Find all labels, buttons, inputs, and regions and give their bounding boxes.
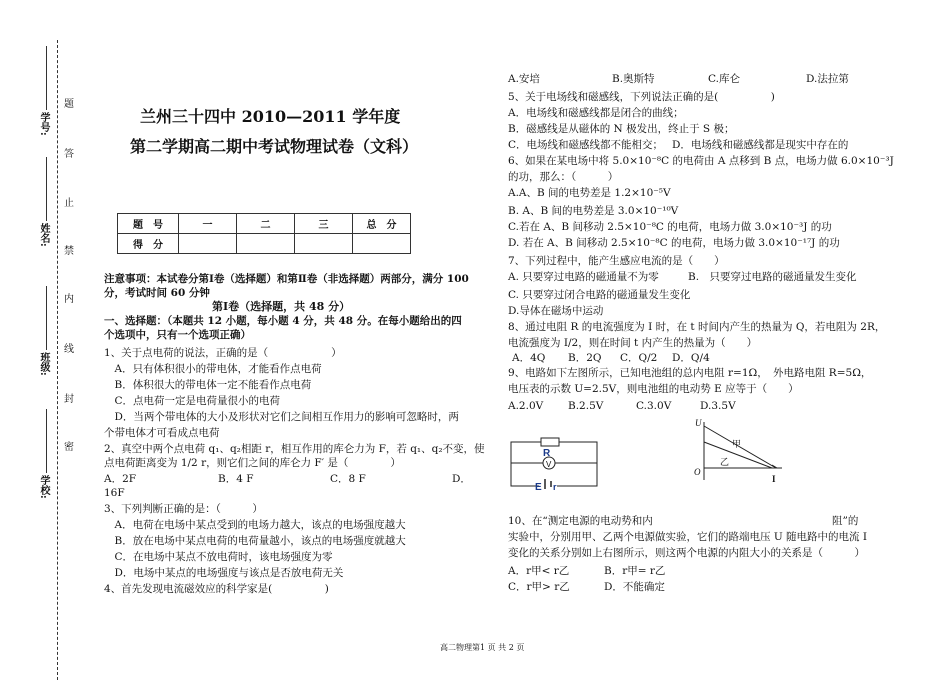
margin-write-field[interactable] (46, 46, 47, 110)
option-line: A.A、B 间的电势差是 1.2×10⁻⁵V (508, 187, 671, 199)
score-header-cell: 二 (237, 214, 295, 234)
margin-label: 班级: (38, 352, 49, 376)
q10-option-b: B．r甲= r乙 (604, 565, 666, 577)
page-footer: 高二物理第1 页 共 2 页 (440, 643, 525, 652)
question-10-tail: 阻”的 (832, 515, 859, 527)
margin-label: 学号: (38, 112, 49, 136)
question-10: 10、在“测定电源的电动势和内 (508, 515, 653, 527)
question-1: 1、关于点电荷的说法，正确的是（ ） (104, 347, 342, 359)
margin-write-field[interactable] (46, 409, 47, 473)
q2-option-d: D． (452, 473, 471, 485)
emf-label: E (535, 482, 542, 493)
question-3: 3、下列判断正确的是：（ ） (104, 503, 263, 515)
question-9-cont: 电压表的示数 U=2.5V，则电池组的电动势 E 应等于（ ） (508, 383, 799, 395)
option-line: 个带电体才可看成点电荷 (104, 427, 220, 439)
score-input-cell[interactable] (179, 234, 237, 254)
margin-label: 姓名: (38, 223, 49, 247)
option-line: C. 只要穿过闭合电路的磁通量发生变化 (508, 289, 691, 301)
q5-option-c: C．电场线和磁感线都不能相交； (508, 139, 664, 151)
option-line: A．电场线和磁感线都是闭合的曲线； (508, 107, 684, 119)
seal-char: 止 (64, 198, 74, 209)
question-8-cont: 电流强度为 I/2，则在时间 t 内产生的热量为（ ） (508, 337, 758, 349)
q4-option-d: D.法拉第 (806, 73, 849, 85)
question-4: 4、首先发现电流磁效应的科学家是( ) (104, 583, 329, 595)
score-table (117, 213, 411, 254)
option-line: B．体积很大的带电体一定不能看作点电荷 (104, 379, 312, 391)
q8-option-b: B．2Q (568, 352, 602, 364)
seal-char: 答 (64, 149, 74, 160)
i-axis-label: I (772, 474, 776, 484)
internal-r-label: r (553, 482, 557, 492)
seal-char: 题 (64, 99, 74, 110)
q8-option-d: D．Q/4 (672, 352, 710, 364)
q5-option-d: D．电场线和磁感线都是现实中存在的 (672, 139, 849, 151)
question-2: 2、真空中两个点电荷 q₁、q₂相距 r，相互作用的库仑力为 F，若 q₁、q₂不变，使 (104, 443, 485, 455)
option-line: A．只有体积很小的带电体，才能看作点电荷 (104, 363, 322, 375)
notice-line: 注意事项：本试卷分第Ⅰ卷（选择题）和第Ⅱ卷（非选择题）两部分，满分 100 (104, 273, 469, 285)
binding-line (57, 40, 58, 680)
q7-option-b: B. 只要穿过电路的磁通量发生变化 (688, 271, 857, 283)
q7-option-a: A. 只要穿过电路的磁通量不为零 (508, 271, 659, 283)
question-2-cont: 点电荷距离变为 1/2 r，则它们之间的库仑力 F′ 是（ ） (104, 457, 401, 469)
margin-write-field[interactable] (46, 286, 47, 350)
score-header-cell: 总 分 (353, 214, 411, 234)
margin-write-field[interactable] (46, 157, 47, 221)
option-line: C.若在 A、B 间移动 2.5×10⁻⁸C 的电荷，电场力做 3.0×10⁻³J 的功 (508, 221, 832, 233)
q2-option-b: B．4 F (218, 473, 254, 485)
score-header-cell: 题 号 (118, 214, 179, 234)
question-9: 9、电路如下左图所示，已知电池组的总内电阻 r=1Ω， 外电路电阻 R=5Ω， (508, 367, 872, 379)
score-input-cell[interactable] (237, 234, 295, 254)
q9-option-c: C.3.0V (636, 400, 672, 412)
score-header-cell: 一 (179, 214, 237, 234)
q9-option-a: A.2.0V (508, 400, 544, 412)
notice-line: 分，考试时间 60 分钟 (104, 287, 210, 299)
q4-option-b: B.奥斯特 (612, 73, 655, 85)
option-line: C．点电荷一定是电荷量很小的电荷 (104, 395, 281, 407)
question-6: 6、如果在某电场中将 5.0×10⁻⁸C 的电荷由 A 点移到 B 点，电场力做 6.0×10⁻³J (508, 155, 894, 167)
resistor-label: R (543, 448, 551, 459)
resistor-r (541, 438, 559, 446)
score-header-cell: 三 (295, 214, 353, 234)
q2-option-a: A．2F (104, 473, 137, 485)
option-line: D. 若在 A、B 间移动 2.5×10⁻⁸C 的电荷，电场力做 3.0×10⁻¹⁷J 的功 (508, 237, 840, 249)
option-line: B. A、B 间的电势差是 3.0×10⁻¹⁰V (508, 205, 679, 217)
score-label-cell: 得 分 (118, 234, 179, 254)
exam-title: 第二学期高二期中考试物理试卷（文科） (130, 137, 419, 156)
section-intro: 一、选择题：（本题共 12 小题，每小题 4 分，共 48 分。在每小题给出的四 (104, 315, 462, 327)
q4-option-c: C.库仑 (708, 73, 740, 85)
seal-char: 禁 (64, 246, 74, 257)
q2-option-c: C．8 F (330, 473, 366, 485)
q10-option-d: D．不能确定 (604, 581, 665, 593)
seal-char: 密 (64, 442, 74, 453)
option-line: D．电场中某点的电场强度与该点是否放电荷无关 (104, 567, 344, 579)
score-input-cell[interactable] (353, 234, 411, 254)
exam-school-year: 兰州三十四中 2010—2011 学年度 (140, 107, 401, 126)
option-line: B．磁感线是从磁体的 N 极发出，终止于 S 极； (508, 123, 735, 135)
origin-label: O (694, 467, 701, 477)
question-10-cont: 实验中，分别用甲、乙两个电源做实验，它们的路端电压 U 随电路中的电流 I (508, 531, 868, 543)
score-input-cell[interactable] (295, 234, 353, 254)
voltmeter-label: V (546, 460, 552, 469)
section-title: 第Ⅰ卷（选择题，共 48 分） (212, 300, 351, 313)
curve-yi-label: 乙 (720, 458, 730, 468)
option-line: B．放在电场中某点电荷的电荷量越小，该点的电场强度就越大 (104, 535, 406, 547)
circuit-diagram (505, 432, 605, 496)
question-6-cont: 的功，那么：（ ） (508, 171, 619, 183)
seal-char: 封 (64, 394, 74, 405)
u-i-graph (690, 416, 790, 484)
seal-char: 线 (64, 344, 74, 355)
q8-option-a: A．4Q (512, 352, 546, 364)
question-5: 5、关于电场线和磁感线，下列说法正确的是( ) (508, 91, 775, 103)
option-line: A．电荷在电场中某点受到的电场力越大，该点的电场强度越大 (104, 519, 406, 531)
q2-option-d-value: 16F (104, 487, 125, 499)
u-axis-label: U (695, 418, 702, 428)
section-intro: 个选项中，只有一个选项正确） (104, 329, 251, 341)
option-line: D．当两个带电体的大小及形状对它们之间相互作用力的影响可忽略时，两 (104, 411, 459, 423)
q8-option-c: C．Q/2 (620, 352, 658, 364)
curve-jia-label: 甲 (732, 440, 742, 450)
q9-option-d: D.3.5V (700, 400, 736, 412)
margin-label: 学校: (38, 475, 49, 499)
question-7: 7、下列过程中，能产生感应电流的是（ ） (508, 255, 725, 267)
option-line: D.导体在磁场中运动 (508, 305, 604, 317)
question-10-cont: 变化的关系分别如上右图所示，则这两个电源的内阻大小的关系是（ ） (508, 547, 865, 559)
seal-char: 内 (64, 294, 74, 305)
q4-option-a: A.安培 (508, 73, 540, 85)
q10-option-c: C．r甲> r乙 (508, 581, 570, 593)
q9-option-b: B.2.5V (568, 400, 604, 412)
question-8: 8、通过电阻 R 的电流强度为 I 时，在 t 时间内产生的热量为 Q，若电阻为 2R， (508, 321, 886, 333)
option-line: C．在电场中某点不放电荷时，该电场强度为零 (104, 551, 333, 563)
q10-option-a: A．r甲< r乙 (508, 565, 570, 577)
